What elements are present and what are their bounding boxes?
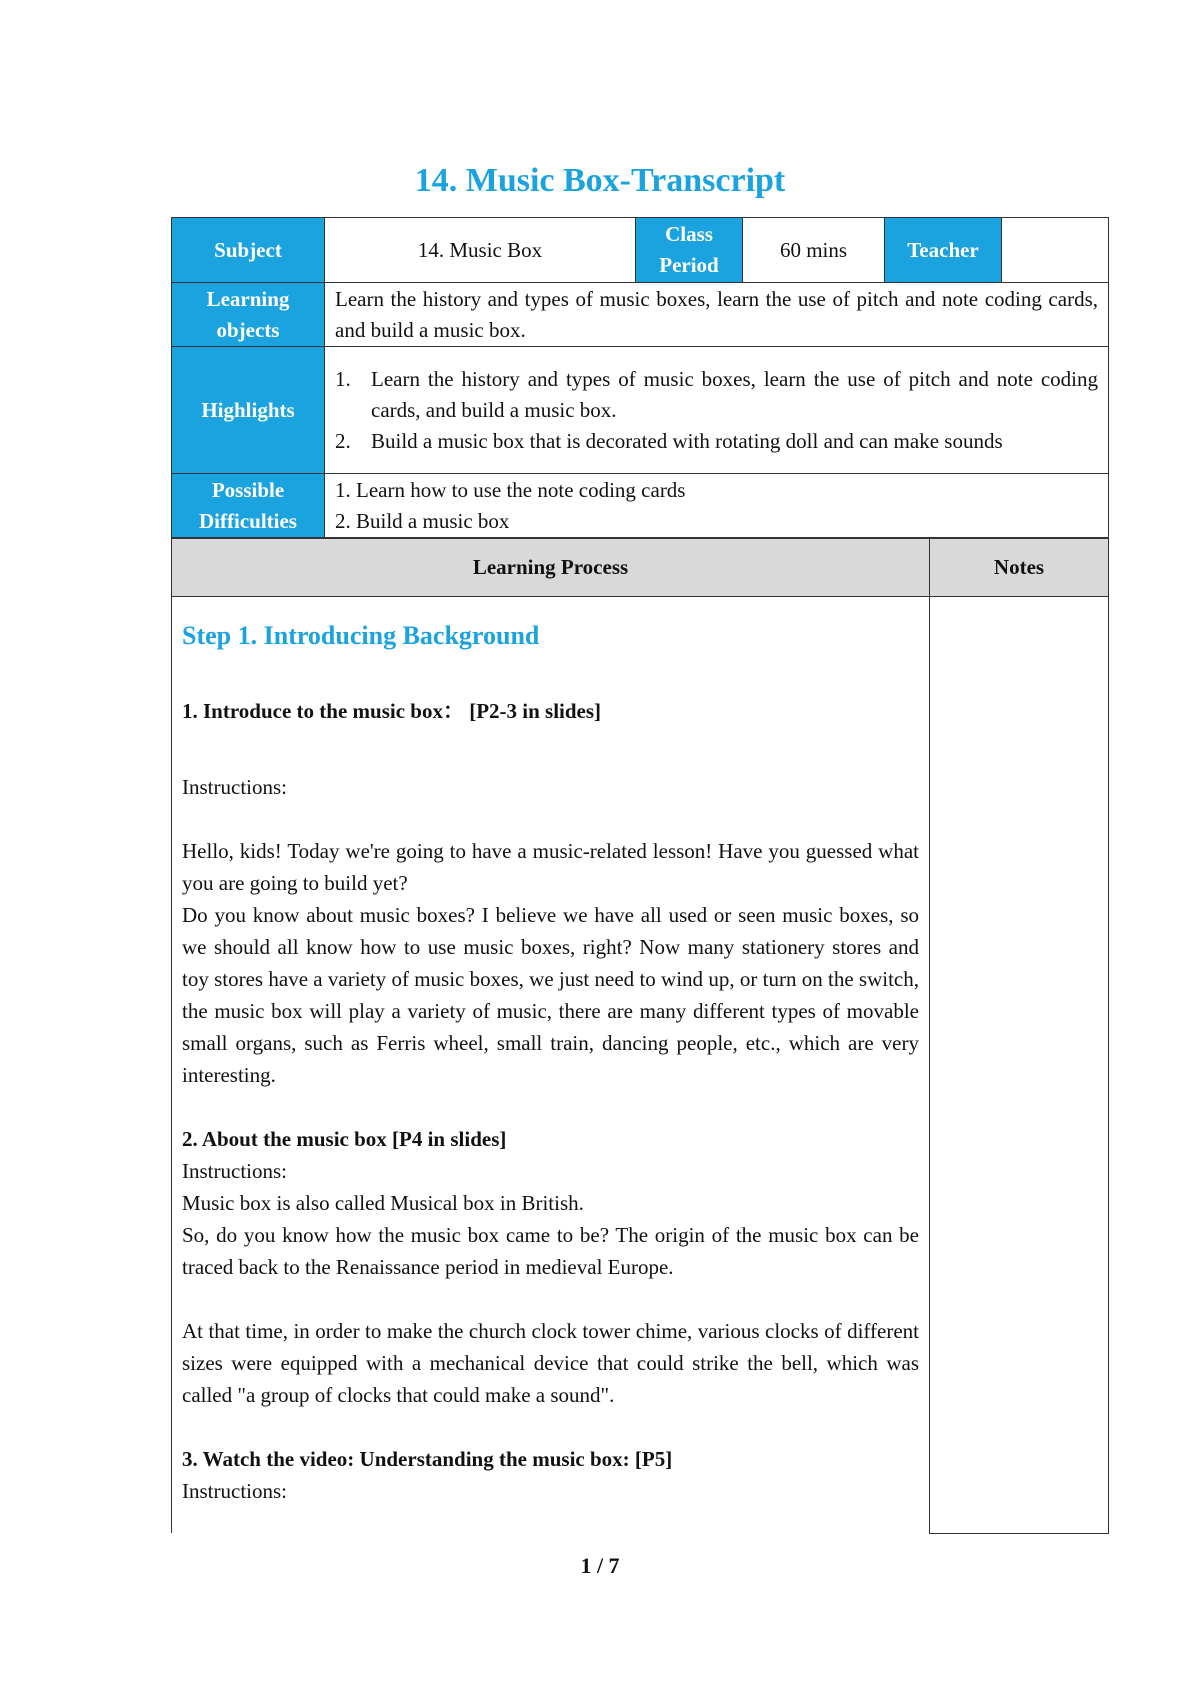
highlights-label: Highlights — [172, 347, 325, 474]
learning-process-header: Learning Process — [172, 539, 930, 597]
section-1-paragraph-1: Hello, kids! Today we're going to have a music-related lesson! Have you guessed what you are going to build yet? — [182, 839, 919, 895]
highlight-text: Learn the history and types of music boxes, learn the use of pitch and note coding cards, and build a music box. — [371, 366, 1098, 422]
section-2-instructions: Instructions: — [182, 1159, 287, 1183]
highlight-number: 2. — [335, 428, 351, 453]
highlight-item — [335, 364, 1098, 426]
page-number: 1 / 7 — [580, 1553, 620, 1578]
learning-process-table — [171, 538, 1109, 1534]
section-2-heading: 2. About the music box [P4 in slides] — [182, 1127, 507, 1151]
page-title: 14. Music Box-Transcript — [414, 162, 786, 199]
highlight-number: 1. — [335, 366, 351, 391]
highlight-text: Build a music box that is decorated with rotating doll and can make sounds — [371, 428, 1003, 453]
class-period-label: Class Period — [636, 218, 743, 283]
difficulties-list — [325, 474, 1109, 538]
difficulty-item: 2. Build a music box — [335, 508, 510, 533]
learning-objects-text: Learn the history and types of music boxes, learn the use of pitch and note coding cards, and build a music box. — [325, 283, 1109, 347]
section-1-instructions: Instructions: — [182, 775, 287, 799]
section-2-paragraph-3: At that time, in order to make the church clock tower chime, various clocks of different sizes were equipped with a mechanical device that could strike the bell, which was called "a group of clocks that could make a sound". — [182, 1319, 919, 1407]
section-3-heading: 3. Watch the video: Understanding the music box: [P5] — [182, 1447, 673, 1471]
lesson-info-table — [171, 217, 1109, 538]
section-3-instructions: Instructions: — [182, 1479, 287, 1503]
teacher-label: Teacher — [885, 218, 1002, 283]
possible-difficulties-label: Possible Difficulties — [172, 474, 325, 538]
class-period-value: 60 mins — [743, 218, 885, 283]
subject-value: 14. Music Box — [325, 218, 636, 283]
section-2-paragraph-1: Music box is also called Musical box in British. — [182, 1191, 584, 1215]
learning-process-content — [172, 597, 930, 1534]
subject-label: Subject — [172, 218, 325, 283]
notes-column — [930, 597, 1109, 1534]
teacher-value — [1002, 218, 1109, 283]
step-1-heading: Step 1. Introducing Background — [182, 621, 540, 650]
highlights-list — [325, 347, 1109, 474]
difficulty-item: 1. Learn how to use the note coding cards — [335, 477, 686, 502]
section-2-paragraph-2: So, do you know how the music box came to be? The origin of the music box can be traced back to the Renaissance period in medieval Europe. — [182, 1223, 919, 1279]
section-1-heading: 1. Introduce to the music box： [P2-3 in slides] — [182, 699, 602, 723]
section-1-paragraph-2: Do you know about music boxes? I believe we have all used or seen music boxes, so we should all know how to use music boxes, right? Now many stationery stores and toy stores have a variety of music boxes, we just need to wind up, or turn on the switch, the music box will play a variety of music, there are many different types of movable small organs, such as Ferris wheel, small train, dancing people, etc., which are very interesting. — [182, 903, 919, 1087]
notes-header: Notes — [930, 539, 1109, 597]
learning-objects-label: Learning objects — [172, 283, 325, 347]
highlight-item — [335, 426, 1098, 457]
